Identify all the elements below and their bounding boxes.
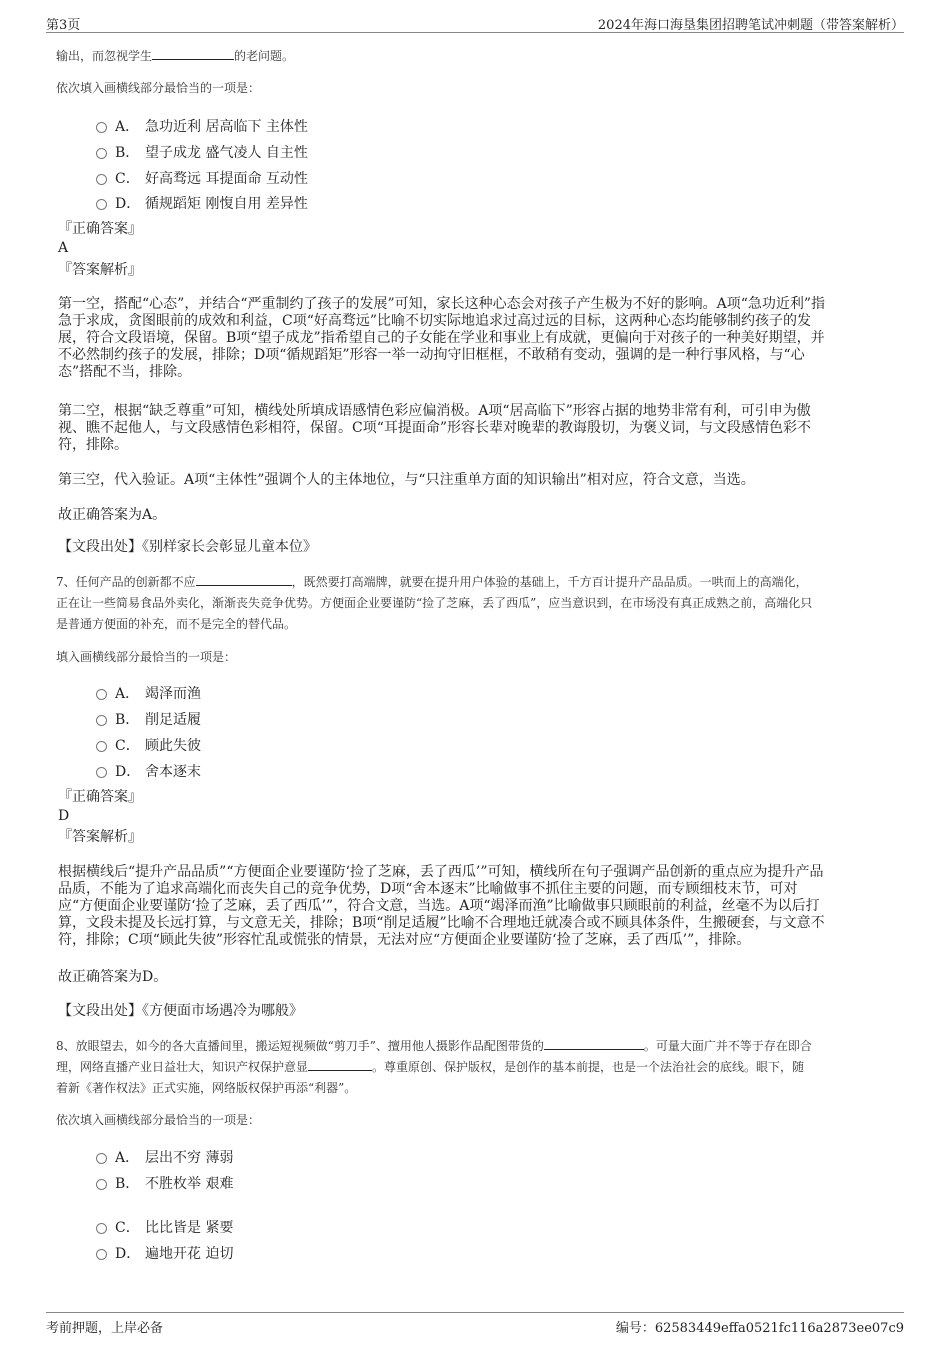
radio-icon[interactable] xyxy=(96,199,107,210)
q6-stem-tail: 输出，而忽视学生 的老问题。 xyxy=(56,49,295,63)
radio-icon[interactable] xyxy=(96,122,107,133)
q7-prompt: 填入画横线部分最恰当的一项是： xyxy=(56,650,237,664)
q6-analysis-label: 『答案解析』 xyxy=(58,262,142,278)
q7-analysis-label: 『答案解析』 xyxy=(58,829,142,845)
q6-option-c[interactable]: C． 好高骛远 耳提面命 互动性 xyxy=(96,168,308,188)
q6-option-b[interactable]: B． 望子成龙 盛气凌人 自主性 xyxy=(96,142,308,162)
q7-option-d[interactable]: D． 舍本逐末 xyxy=(96,761,201,781)
page-header xyxy=(46,12,904,33)
radio-icon[interactable] xyxy=(96,1153,107,1164)
radio-icon[interactable] xyxy=(96,1179,107,1190)
radio-icon[interactable] xyxy=(96,689,107,700)
radio-icon[interactable] xyxy=(96,148,107,159)
q7-stem: 7、任何产品的创新都不应 ，既然要打高端牌，就要在提升用户体验的基础上，千方百计提升产品品质。一哄而上的高端化， 正在让一些简易食品外卖化，渐渐丧失竞争优势。方便面企业要谨防“捡了芝麻，丢了西瓜”，应当意识到，在市场没有真正成熟之前，高端化只 是普通方便面的补充，而不是完全的替代品。 xyxy=(56,575,813,631)
q7-answer: D xyxy=(58,808,70,824)
radio-icon[interactable] xyxy=(96,767,107,778)
radio-icon[interactable] xyxy=(96,1249,107,1260)
q7-option-a[interactable]: A． 竭泽而渔 xyxy=(96,683,201,703)
q7-option-c[interactable]: C． 顾此失彼 xyxy=(96,735,201,755)
q8-option-a[interactable]: A． 层出不穷 薄弱 xyxy=(96,1147,233,1167)
q7-analysis-para-1: 根据横线后“提升产品品质”“方便面企业要谨防‘捡了芝麻，丢了西瓜’”可知，横线所在句子强调产品创新的重点应为提升产品 品质，不能为了追求高端化而丧失自己的竞争优势，D项“舍本逐末”比喻做事不抓住主要的问题，而专顾细枝末节，可对 应“方便面企业要谨防‘捡了芝麻，丢了西瓜’”，符合文意，当选。A项“竭泽而渔”比喻做事只顾眼前的利益，丝毫不为以后打 算，文段未提及长远打算，与文意无关，排除；B项“削足适履”比喻不合理地迁就凑合或不顾具体条件，生搬硬套，与文意不 符，排除；C项“顾此失彼”形容忙乱或慌张的情景，无法对应“方便面企业要谨防‘捡了芝麻，丢了西瓜’”，排除。 xyxy=(58,864,825,948)
page-number: 第3页 xyxy=(46,18,81,33)
q7-analysis-para-2: 故正确答案为D。 xyxy=(58,969,168,985)
document-id: 编号：62583449effa0521fc116a2873ee07c9 xyxy=(615,1321,904,1336)
answer-blank xyxy=(152,47,234,60)
q7-answer-label: 『正确答案』 xyxy=(58,789,142,805)
answer-blank xyxy=(196,573,292,586)
q6-answer-label: 『正确答案』 xyxy=(58,221,142,237)
document-title: 2024年海口海垦集团招聘笔试冲刺题（带答案解析） xyxy=(597,18,904,33)
q7-source: 【文段出处】《方便面市场遇冷为哪般》 xyxy=(58,1003,303,1019)
radio-icon[interactable] xyxy=(96,741,107,752)
q6-prompt: 依次填入画横线部分最恰当的一项是： xyxy=(56,81,261,95)
q8-option-b[interactable]: B． 不胜枚举 艰难 xyxy=(96,1173,233,1193)
q6-analysis-para-3: 第三空，代入验证。A项“主体性”强调个人的主体地位，与“只注重单方面的知识输出”相对应，符合文意，当选。 xyxy=(58,472,755,488)
q6-option-a[interactable]: A． 急功近利 居高临下 主体性 xyxy=(96,116,308,136)
q8-option-d[interactable]: D． 遍地开花 迫切 xyxy=(96,1243,233,1263)
page-footer xyxy=(46,1312,904,1335)
q6-analysis-para-4: 故正确答案为A。 xyxy=(58,507,167,523)
q8-option-c[interactable]: C． 比比皆是 紧要 xyxy=(96,1217,233,1237)
q7-option-b[interactable]: B． 削足适履 xyxy=(96,709,201,729)
q6-answer: A xyxy=(58,240,69,256)
q6-analysis-para-2: 第二空，根据“缺乏尊重”可知，横线处所填成语感情色彩应偏消极。A项“居高临下”形容占据的地势非常有利，可引申为傲 视、瞧不起他人，与文段感情色彩相符，保留。C项“耳提面命”形容长辈对晚辈的教诲殷切，为褒义词，与文段感情色彩不 符，排除。 xyxy=(58,403,812,453)
q8-prompt: 依次填入画横线部分最恰当的一项是： xyxy=(56,1113,261,1127)
q6-option-d[interactable]: D． 循规蹈矩 刚愎自用 差异性 xyxy=(96,193,308,213)
radio-icon[interactable] xyxy=(96,1223,107,1234)
answer-blank xyxy=(544,1037,644,1050)
q6-analysis-para-1: 第一空，搭配“心态”，并结合“严重制约了孩子的发展”可知，家长这种心态会对孩子产生极为不好的影响。A项“急功近利”指 急于求成，贪图眼前的成效和利益，C项“好高骛远”比喻不切实际地追求过高过远的目标，这两种心态均能够制约孩子的发 展，符合文段语境，保留。B项“望子成龙”指希望自己的子女能在学业和事业上有成就，更偏向于对孩子的一种美好期望，并 不必然制约孩子的发展，排除；D项“循规蹈矩”形容一举一动拘守旧框框，不敢稍有变动，强调的是一种行事风格，与“心 态”搭配不当，排除。 xyxy=(58,296,826,380)
footer-slogan: 考前押题，上岸必备 xyxy=(46,1321,164,1336)
q8-stem: 8、放眼望去，如今的各大直播间里，搬运短视频做“剪刀手”、擅用他人摄影作品配图带货的 。可量大面广并不等于存在即合 理，网络直播产业日益壮大，知识产权保护意显 。尊重原创、保护版权，是创作的基本前提，也是一个法治社会的底线。眼下，随 着新《著作权法》正式实施，网络版权保护再添“利器”。 xyxy=(56,1039,812,1095)
answer-blank xyxy=(308,1058,372,1071)
q6-source: 【文段出处】《别样家长会彰显儿童本位》 xyxy=(58,539,317,555)
radio-icon[interactable] xyxy=(96,715,107,726)
radio-icon[interactable] xyxy=(96,174,107,185)
